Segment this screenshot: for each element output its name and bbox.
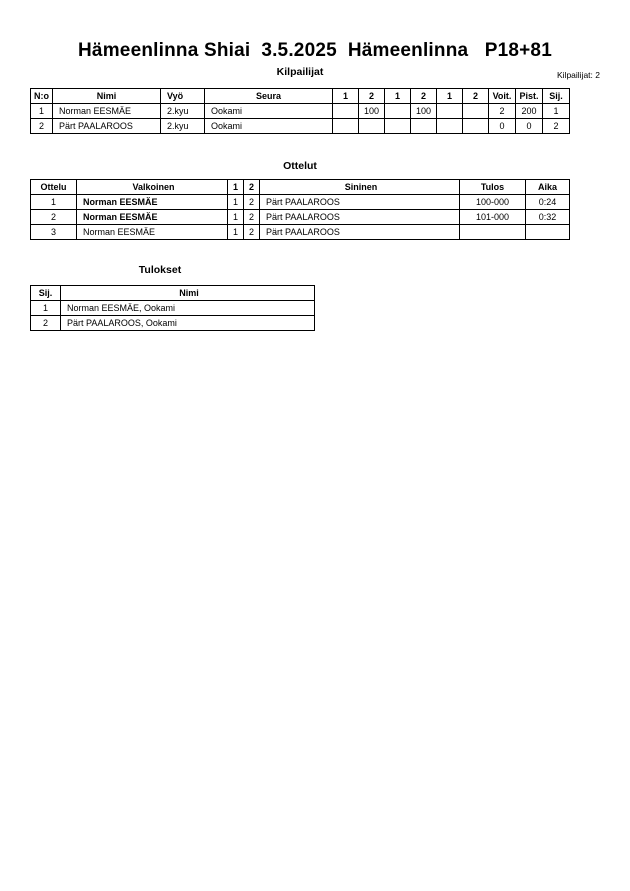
col-blue: Sininen [260, 180, 460, 195]
competitor-round-6 [463, 104, 489, 119]
col-round-1: 1 [333, 89, 359, 104]
match-result [460, 225, 526, 240]
match-result: 100-000 [460, 195, 526, 210]
table-row [31, 316, 315, 331]
match-point-1: 1 [228, 210, 244, 225]
competitors-table [30, 88, 570, 134]
table-row [31, 225, 570, 240]
result-rank: 1 [31, 301, 61, 316]
col-round-3: 1 [385, 89, 411, 104]
col-point-1: 1 [228, 180, 244, 195]
results-heading: Tulokset [138, 264, 182, 276]
match-point-2: 2 [244, 225, 260, 240]
col-club: Seura [205, 89, 333, 104]
col-name: Nimi [53, 89, 161, 104]
competitor-wins: 0 [489, 119, 516, 134]
col-number: N:o [31, 89, 53, 104]
match-white-name: Norman EESMÄE [77, 210, 228, 225]
competitor-round-1 [333, 119, 359, 134]
page-title: Hämeenlinna Shiai 3.5.2025 Hämeenlinna P18+81 [78, 40, 552, 61]
col-round-5: 1 [437, 89, 463, 104]
match-blue-name: Pärt PAALAROOS [260, 195, 460, 210]
table-row [31, 195, 570, 210]
col-round-2: 2 [359, 89, 385, 104]
table-row [31, 119, 570, 134]
col-point-2: 2 [244, 180, 260, 195]
competitor-round-5 [437, 119, 463, 134]
match-number: 2 [31, 210, 77, 225]
col-match-number: Ottelu [31, 180, 77, 195]
competitor-round-3 [385, 104, 411, 119]
match-number: 3 [31, 225, 77, 240]
competitor-rank: 2 [543, 119, 570, 134]
competitor-round-6 [463, 119, 489, 134]
competitor-round-5 [437, 104, 463, 119]
table-row [31, 210, 570, 225]
col-result-rank: Sij. [31, 286, 61, 301]
competitor-count: Kilpailijat: 2 [557, 70, 600, 80]
result-name: Norman EESMÄE, Ookami [61, 301, 315, 316]
competitor-belt: 2.kyu [161, 119, 205, 134]
match-point-1: 1 [228, 225, 244, 240]
col-result-name: Nimi [61, 286, 315, 301]
match-white-name: Norman EESMÄE [77, 195, 228, 210]
table-header-row [31, 180, 570, 195]
competitor-round-4 [411, 119, 437, 134]
competitor-round-2 [359, 119, 385, 134]
competitors-heading: Kilpailijat [276, 66, 324, 78]
competitor-round-3 [385, 119, 411, 134]
match-blue-name: Pärt PAALAROOS [260, 225, 460, 240]
competitor-name: Norman EESMÄE [53, 104, 161, 119]
match-blue-name: Pärt PAALAROOS [260, 210, 460, 225]
competitor-club: Ookami [205, 104, 333, 119]
table-row [31, 104, 570, 119]
match-point-2: 2 [244, 195, 260, 210]
table-header-row [31, 89, 570, 104]
match-white-name: Norman EESMÄE [77, 225, 228, 240]
col-result: Tulos [460, 180, 526, 195]
match-time [526, 225, 570, 240]
competitor-points: 200 [516, 104, 543, 119]
matches-heading: Ottelut [283, 160, 317, 172]
col-time: Aika [526, 180, 570, 195]
competitor-rank: 1 [543, 104, 570, 119]
col-round-4: 2 [411, 89, 437, 104]
col-points: Pist. [516, 89, 543, 104]
results-table [30, 285, 315, 331]
match-time: 0:32 [526, 210, 570, 225]
competitor-round-1 [333, 104, 359, 119]
table-header-row [31, 286, 315, 301]
match-point-2: 2 [244, 210, 260, 225]
competitor-wins: 2 [489, 104, 516, 119]
match-number: 1 [31, 195, 77, 210]
competitor-club: Ookami [205, 119, 333, 134]
col-round-6: 2 [463, 89, 489, 104]
match-time: 0:24 [526, 195, 570, 210]
result-name: Pärt PAALAROOS, Ookami [61, 316, 315, 331]
competitor-number: 2 [31, 119, 53, 134]
col-wins: Voit. [489, 89, 516, 104]
matches-table [30, 179, 570, 240]
competitor-round-2: 100 [359, 104, 385, 119]
col-white: Valkoinen [77, 180, 228, 195]
result-rank: 2 [31, 316, 61, 331]
match-point-1: 1 [228, 195, 244, 210]
competitor-number: 1 [31, 104, 53, 119]
competitor-belt: 2.kyu [161, 104, 205, 119]
competitor-name: Pärt PAALAROOS [53, 119, 161, 134]
col-belt: Vyö [161, 89, 205, 104]
competitor-points: 0 [516, 119, 543, 134]
table-row [31, 301, 315, 316]
competitor-round-4: 100 [411, 104, 437, 119]
match-result: 101-000 [460, 210, 526, 225]
col-rank: Sij. [543, 89, 570, 104]
